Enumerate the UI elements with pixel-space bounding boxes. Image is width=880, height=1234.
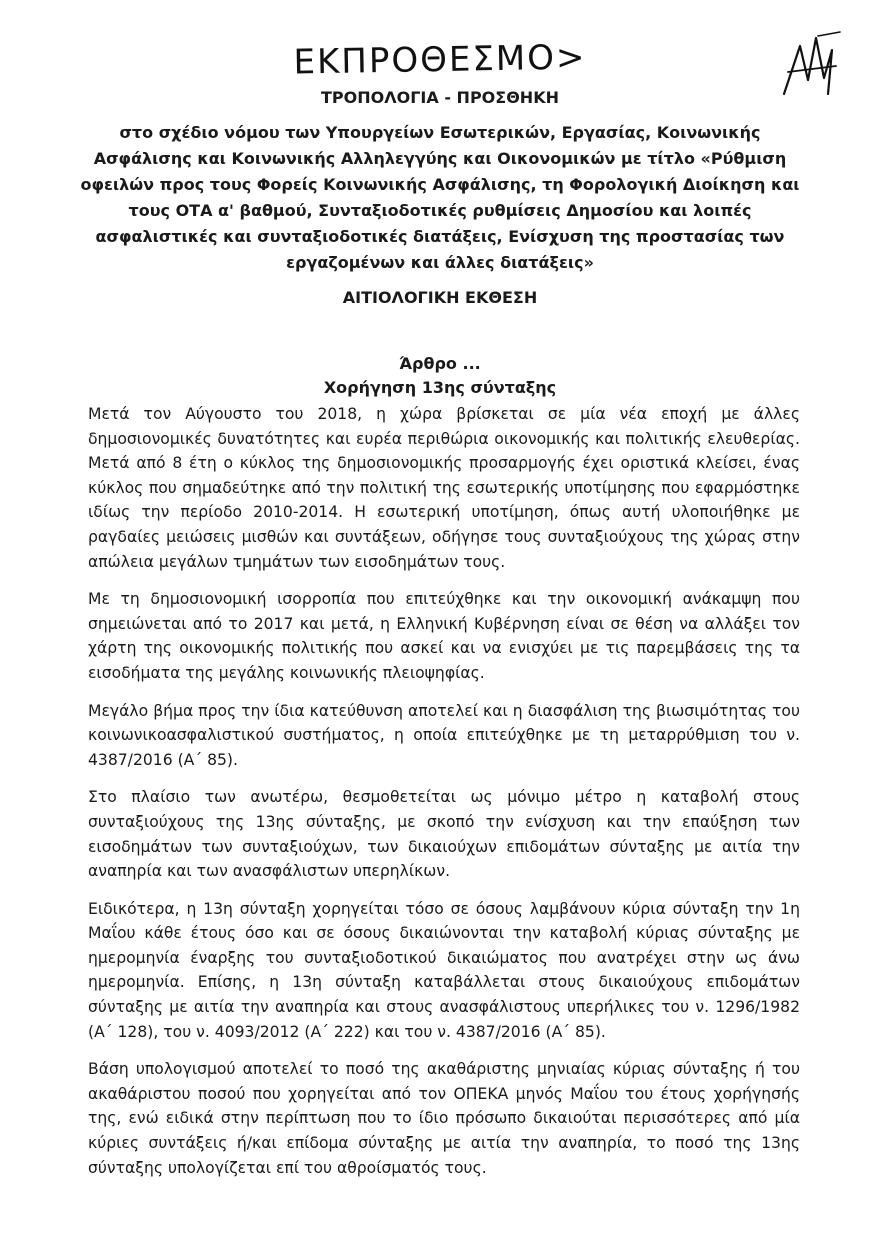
document-header (80, 88, 800, 276)
article-heading: Χορήγηση 13ης σύνταξης (323, 378, 557, 397)
paragraph: Μετά τον Αύγουστο του 2018, η χώρα βρίσκεται σε μία νέα εποχή με άλλες δημοσιονομικές δυνατότητες και ευρέα περιθώρια οικονομικής και πολιτικής ελευθερίας. Μετά από 8 έτη ο κύκλος της δημοσιονομικής προσαρμογής έχει οριστικά κλείσει, ένας κύκλος που σημαδεύτηκε από την πολιτική της εσωτερικής υποτίμησης που εφαρμόστηκε ιδίως την περίοδο 2010-2014. Η εσωτερική υποτίμηση, όπως αυτή υλοποιήθηκε με ραγδαίες μειώσεις μισθών και συντάξεων, οδήγησε τους συνταξιούχους της χώρας στην απώλεια μεγάλων τμημάτων των εισοδημάτων τους. (88, 405, 800, 571)
paragraph: Μεγάλο βήμα προς την ίδια κατεύθυνση αποτελεί και η διασφάλιση της βιωσιμότητας του κοινωνικοασφαλιστικού συστήματος, η οποία επιτεύχθηκε με τη μεταρρύθμιση του ν. 4387/2016 (Α΄ 85). (88, 701, 800, 769)
paragraph: Στο πλαίσιο των ανωτέρω, θεσμοθετείται ως μόνιμο μέτρο η καταβολή στους συνταξιούχους της 13ης σύνταξης, με σκοπό την ενίσχυση και την επαύξηση των εισοδημάτων των συνταξιούχων, των δικαιούχων επιδομάτων σύνταξης με αιτία την αναπηρία και των ανασφάλιστων υπερηλίκων. (88, 788, 800, 881)
document-title: ΤΡΟΠΟΛΟΓΙΑ - ΠΡΟΣΘΗΚΗ (321, 88, 559, 107)
paragraph: Βάση υπολογισμού αποτελεί το ποσό της ακαθάριστης μηνιαίας κύριας σύνταξης ή του ακαθάριστου ποσού που χορηγείται από τον ΟΠΕΚΑ μηνός Μαΐου του έτους χορήγησής της, ενώ ειδικά στην περίπτωση που το ίδιο πρόσωπο δικαιούται περισσότερες από μία κύριες συντάξεις ή/και επίδομα σύνταξης με αιτία την αναπηρία, το ποσό της 13ης σύνταξης υπολογίζεται επί του αθροίσματός τους. (88, 1060, 800, 1177)
paragraph: Με τη δημοσιονομική ισορροπία που επιτεύχθηκε και την οικονομική ανάκαμψη που σημειώνεται από το 2017 και μετά, η Ελληνική Κυβέρνηση είναι σε θέση να αλλάξει τον χάρτη της οικονομικής πολιτικής που ασκεί και να ενισχύει με τις παρεμβάσεις της τα εισοδήματα της μεγάλης κοινωνικής πλειοψηφίας. (88, 590, 800, 682)
article-number: Άρθρο ... (399, 354, 481, 373)
late-submission-stamp: ΕΚΠΡΟΘΕΣΜΟ> (293, 37, 587, 83)
document-subtitle: στο σχέδιο νόμου των Υπουργείων Εσωτερικών, Εργασίας, Κοινωνικής Ασφάλισης και Κοινωνικής Αλληλεγγύης και Οικονομικών με τίτλο «Ρύθμιση οφειλών προς τους Φορείς Κοινωνικής Ασφάλισης, τη Φορολογική Διοίκηση και τους ΟΤΑ α' βαθμού, Συνταξιοδοτικές ρυθμίσεις Δημοσίου και λοιπές ασφαλιστικές και συνταξιοδοτικές διατάξεις, Ενίσχυση της προστασίας των εργαζομένων και άλλες διατάξεις» (80, 123, 800, 272)
section-title: ΑΙΤΙΟΛΟΓΙΚΗ ΕΚΘΕΣΗ (342, 288, 538, 307)
paragraph: Ειδικότερα, η 13η σύνταξη χορηγείται τόσο σε όσους λαμβάνουν κύρια σύνταξη την 1η Μαΐου κάθε έτους όσο και σε όσους δικαιώνονται την καταβολή κύριας σύνταξης με ημερομηνία έναρξης του συνταξιοδοτικού δικαιώματος που ανατρέχει στην ως άνω ημερομηνία. Επίσης, η 13η σύνταξη καταβάλλεται στους δικαιούχους επιδομάτων σύνταξης με αιτία την αναπηρία και στους ανασφάλιστους υπερήλικες του ν. 1296/1982 (Α΄ 128), του ν. 4093/2012 (Α΄ 222) και του ν. 4387/2016 (Α΄ 85). (88, 899, 800, 1041)
article-header (80, 352, 800, 400)
document-body (88, 402, 800, 1193)
